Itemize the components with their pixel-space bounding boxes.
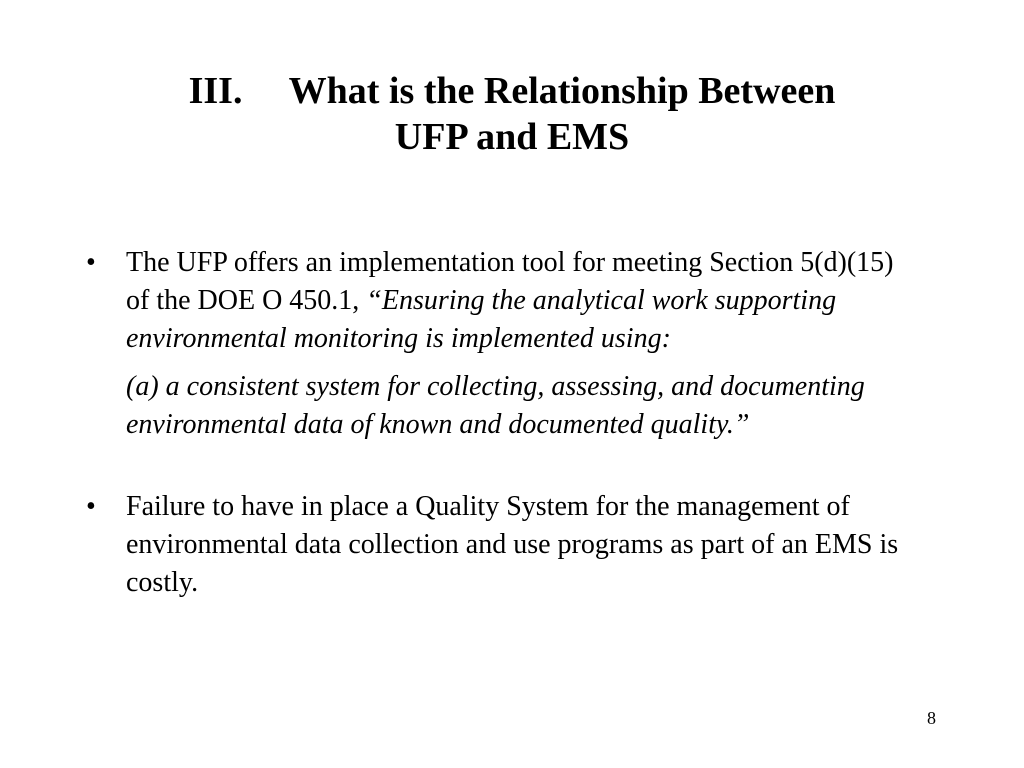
bullet-1-text: The UFP offers an implementation tool for meeting Section 5(d)(15) of the DOE O 450.1,: [126, 247, 894, 316]
slide-body: [86, 244, 906, 602]
bullet-icon: •: [86, 491, 96, 522]
slide-title: [0, 68, 1024, 160]
title-line-2: UFP and EMS: [394, 116, 630, 158]
title-line-1: [0, 68, 1024, 114]
bullet-1-subparagraph: (a) a consistent system for collecting, assessing, and documenting environmental data of known and documented quality.”: [126, 371, 865, 440]
bullet-icon: •: [86, 247, 96, 278]
title-number: III.: [188, 70, 243, 112]
bullet-item-2: [86, 488, 906, 602]
title-text-line-1: What is the Relationship Between: [288, 70, 836, 112]
page-number: 8: [927, 708, 936, 728]
bullet-item-1: [86, 244, 906, 444]
bullet-1-quote: “Ensuring the analytical work supporting environmental monitoring is implemented using:: [126, 285, 837, 354]
bullet-2-text: Failure to have in place a Quality System for the management of environmental data collection and use programs as part of an EMS is costly.: [126, 491, 899, 598]
